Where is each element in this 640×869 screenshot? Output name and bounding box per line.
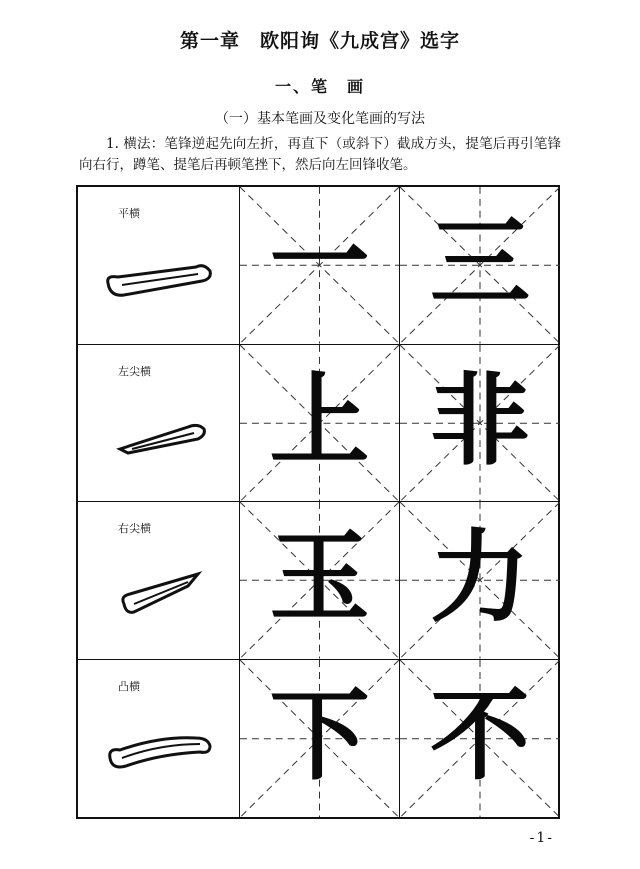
- chapter-title: 第一章 欧阳询《九成宫》选字: [179, 30, 460, 52]
- stroke-name: 凸横: [118, 679, 140, 693]
- calligraphy-character: 一: [269, 204, 370, 322]
- char-cell: [240, 660, 400, 818]
- stroke-cell: [78, 187, 240, 345]
- char-cell: [400, 187, 560, 345]
- calligraphy-character: 非: [430, 361, 530, 479]
- calligraphy-character: 上: [269, 361, 370, 479]
- calligraphy-character: 玉: [269, 519, 370, 637]
- stroke-cell: [78, 660, 240, 818]
- char-cell: [400, 345, 560, 503]
- subsection-title: （一）基本笔画及变化笔画的写法: [215, 111, 425, 127]
- char-cell: [240, 502, 400, 660]
- char-cell: [400, 502, 560, 660]
- right-pointed-horizontal-stroke-icon: [100, 542, 220, 642]
- stroke-description: 1. 横法：笔锋逆起先向左折，再直下（或斜下）截成方头，提笔后再引笔锋向右行，蹲笔、提笔后再顿笔挫下，然后向左回锋收笔。: [79, 136, 561, 173]
- char-cell: [240, 345, 400, 503]
- char-cell: [400, 660, 560, 818]
- stroke-cell: [78, 502, 240, 660]
- calligraphy-character: 不: [430, 677, 530, 795]
- page-number: -1-: [529, 830, 554, 846]
- flat-horizontal-stroke-icon: [100, 227, 220, 327]
- stroke-name: 左尖横: [118, 364, 151, 378]
- calligraphy-character: 三: [430, 204, 530, 322]
- stroke-cell: [78, 345, 240, 503]
- calligraphy-character: 力: [430, 519, 530, 637]
- convex-horizontal-stroke-icon: [100, 700, 220, 800]
- left-pointed-horizontal-stroke-icon: [100, 385, 220, 485]
- stroke-name: 右尖横: [118, 522, 151, 535]
- char-cell: [240, 187, 400, 345]
- calligraphy-character: 下: [269, 677, 370, 795]
- section-title: 一、笔 画: [274, 77, 365, 96]
- calligraphy-grid: [76, 185, 560, 819]
- stroke-name: 平横: [118, 207, 140, 220]
